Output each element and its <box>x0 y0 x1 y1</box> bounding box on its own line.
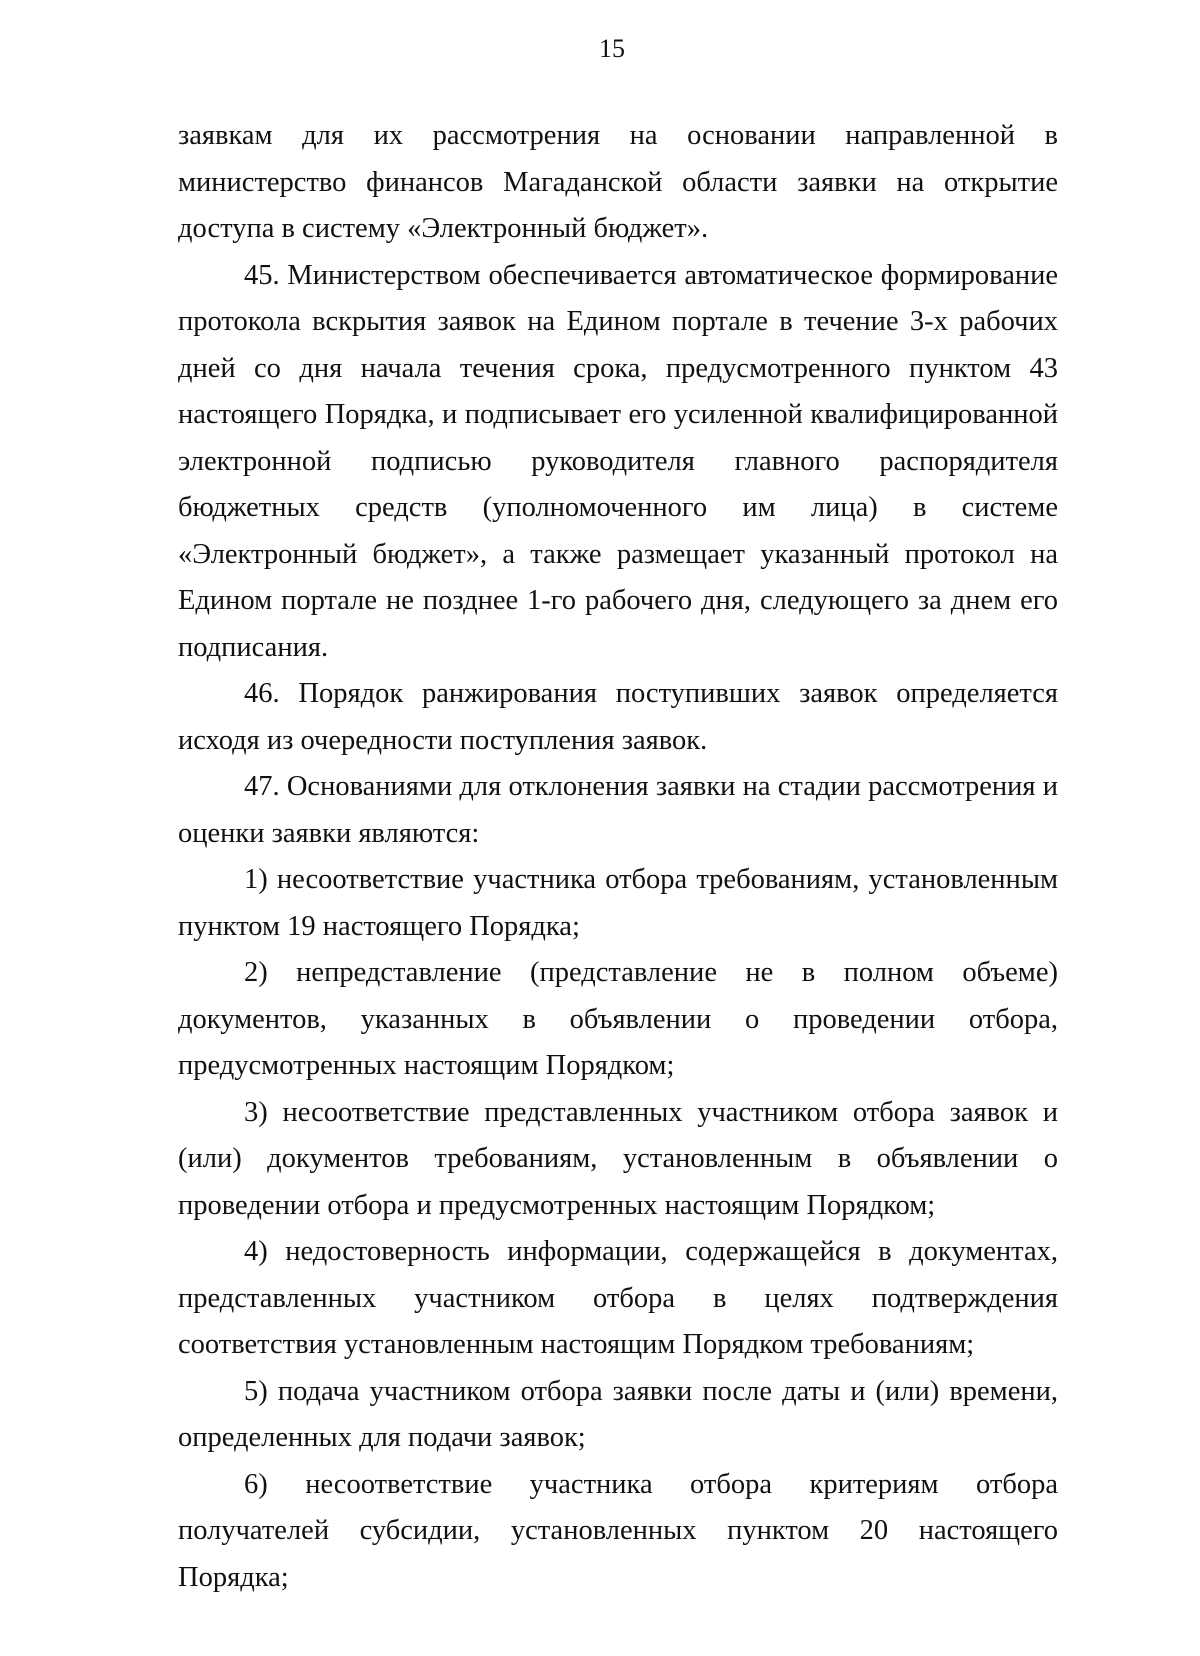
paragraph-45: 45. Министерством обеспечивается автоматическое формирование протокола вскрытия заявок на Едином портале в течение 3-х рабочих дней со дня начала течения срока, предусмотренного пунктом 43 настоящего Порядка, и подписывает его усиленной квалифицированной электронной подписью руководителя главного распорядителя бюджетных средств (уполномоченного им лица) в системе «Электронный бюджет», а также размещает указанный протокол на Едином портале не позднее 1-го рабочего дня, следующего за днем его подписания. <box>178 259 1058 663</box>
list-item-1: 1) несоответствие участника отбора требованиям, установленным пунктом 19 настоящего Порядка; <box>178 864 1058 942</box>
paragraph-47: 47. Основаниями для отклонения заявки на стадии рассмотрения и оценки заявки являются: <box>178 771 1058 849</box>
paragraph-continuation: заявкам для их рассмотрения на основании направленной в министерство финансов Магаданской области заявки на открытие доступа в систему «Электронный бюджет». <box>178 120 1058 244</box>
list-item-2: 2) непредставление (представление не в полном объеме) документов, указанных в объявлении о проведении отбора, предусмотренных настоящим Порядком; <box>178 957 1058 1081</box>
list-item-4: 4) недостоверность информации, содержащейся в документах, представленных участником отбора в целях подтверждения соответствия установленным настоящим Порядком требованиям; <box>178 1236 1058 1360</box>
document-body <box>178 113 1058 1601</box>
paragraph-46: 46. Порядок ранжирования поступивших заявок определяется исходя из очередности поступления заявок. <box>178 678 1058 756</box>
list-item-5: 5) подача участником отбора заявки после даты и (или) времени, определенных для подачи заявок; <box>178 1375 1058 1453</box>
list-item-3: 3) несоответствие представленных участником отбора заявок и (или) документов требованиям, установленным в объявлении о проведении отбора и предусмотренных настоящим Порядком; <box>178 1096 1058 1221</box>
page-number: 15 <box>599 34 625 63</box>
list-item-6: 6) несоответствие участника отбора критериям отбора получателей субсидии, установленных пунктом 20 настоящего Порядка; <box>178 1468 1058 1593</box>
